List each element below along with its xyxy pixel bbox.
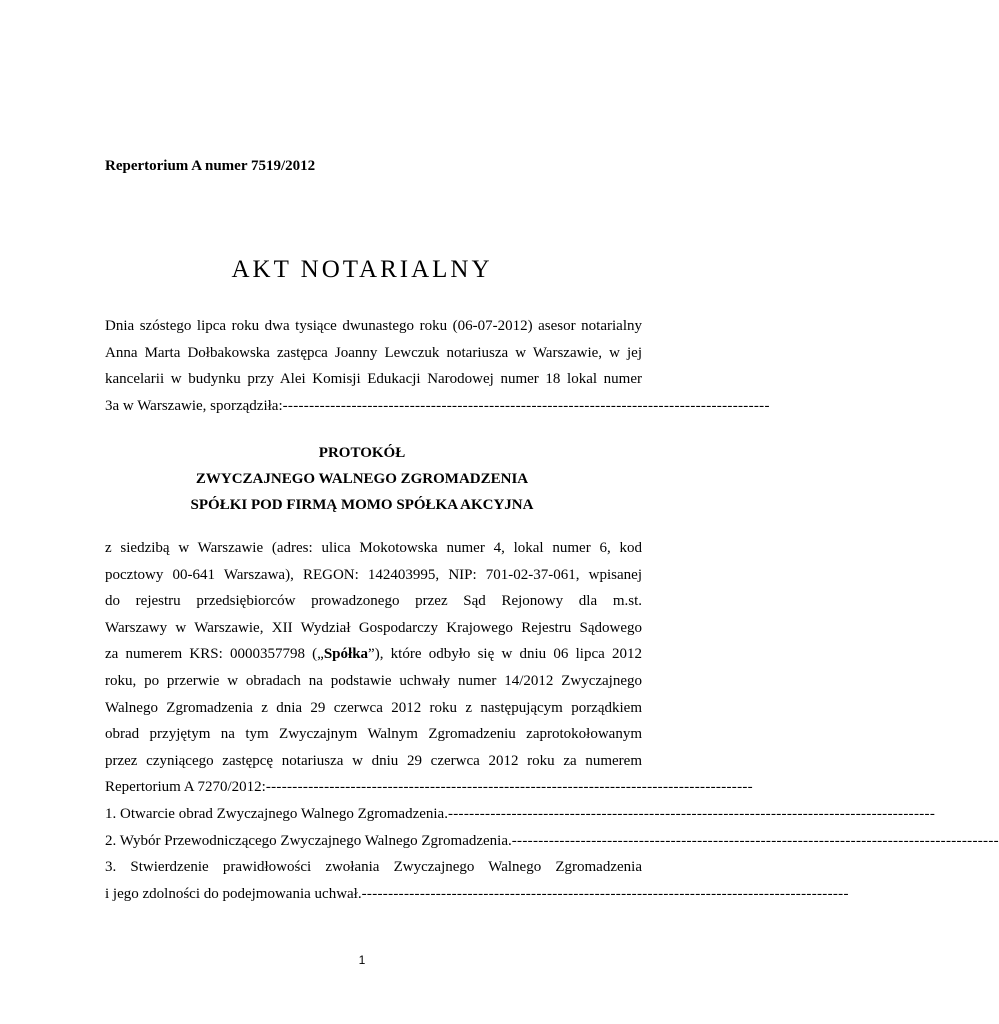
body-line: roku, po przerwie w obradach na podstawie uchwały numer 14/2012 Zwyczajnego — [105, 672, 642, 689]
intro-line: Dnia szóstego lipca roku dwa tysiące dwunastego roku (06-07-2012) asesor notarialny — [105, 318, 642, 334]
body-line: obrad przyjętym na tym Zwyczajnym Walnym Zgromadzeniu zaprotokołowanym — [105, 726, 642, 743]
body-line: Warszawy w Warszawie, XII Wydział Gospodarczy Krajowego Rejestru Sądowego — [105, 619, 642, 636]
heading-company: SPÓŁKI POD FIRMĄ MOMO SPÓŁKA AKCYJNA — [190, 497, 534, 513]
body-line-part: za numerem KRS: 0000357798 („ — [105, 646, 324, 663]
company-short-name: Spółka — [323, 646, 369, 663]
heading-protokol: PROTOKÓŁ — [318, 445, 406, 461]
body-line: do rejestru przedsiębiorców prowadzonego przez Sąd Rejonowy dla m.st. — [105, 593, 642, 610]
agenda-item-3: 3. Stwierdzenie prawidłowości zwołania Zwyczajnego Walnego Zgromadzenia — [105, 859, 642, 876]
body-paragraph — [105, 535, 999, 907]
body-line-part: ”), które odbyło się w dniu 06 lipca 2012 — [368, 646, 642, 663]
page-number: 1 — [358, 953, 366, 967]
intro-line: Anna Marta Dołbakowska zastępca Joanny Lewczuk notariusza w Warszawie, w jej — [105, 344, 642, 361]
agenda-item-text: 1. Otwarcie obrad Zwyczajnego Walnego Zgromadzenia. — [105, 805, 448, 822]
body-line-filled — [105, 774, 753, 801]
body-line-text: Repertorium A 7270/2012: — [105, 779, 266, 796]
intro-line-text: 3a w Warszawie, sporządziła: — [105, 397, 283, 414]
agenda-item-3-continued — [105, 881, 849, 908]
body-line: przez czyniącego zastępcę notariusza w dniu 29 czerwca 2012 roku za numerem — [105, 752, 642, 769]
intro-paragraph — [105, 313, 770, 419]
intro-line: kancelarii w budynku przy Alei Komisji Edukacji Narodowej numer 18 lokal numer — [105, 371, 642, 388]
body-line: pocztowy 00-641 Warszawa), REGON: 142403995, NIP: 701-02-37-061, wpisanej — [105, 566, 642, 583]
agenda-item-1 — [105, 801, 936, 828]
agenda-item-text: 2. Wybór Przewodniczącego Zwyczajnego Walnego Zgromadzenia. — [105, 832, 512, 849]
agenda-item-2 — [105, 828, 999, 855]
body-line: z siedzibą w Warszawie (adres: ulica Mokotowska numer 4, lokal numer 6, kod — [105, 540, 642, 556]
dash-filler: -------------------------------------------------------------------------------------------- — [282, 397, 770, 414]
body-line-company — [105, 641, 642, 668]
repertorium-number: Repertorium A numer 7519/2012 — [105, 158, 316, 174]
protocol-headings — [0, 440, 724, 518]
dash-filler: -------------------------------------------------------------------------------------------- — [361, 885, 849, 902]
body-line: Walnego Zgromadzenia z dnia 29 czerwca 2012 roku z następującym porządkiem — [105, 699, 642, 716]
agenda-item-text: i jego zdolności do podejmowania uchwał. — [105, 885, 362, 902]
document-title: AKT NOTARIALNY — [231, 256, 493, 283]
intro-line-filled — [105, 393, 770, 420]
dash-filler: -------------------------------------------------------------------------------------------- — [511, 832, 999, 849]
dash-filler: -------------------------------------------------------------------------------------------- — [265, 779, 753, 796]
dash-filler: -------------------------------------------------------------------------------------------- — [447, 805, 936, 822]
heading-meeting: ZWYCZAJNEGO WALNEGO ZGROMADZENIA — [195, 471, 529, 487]
